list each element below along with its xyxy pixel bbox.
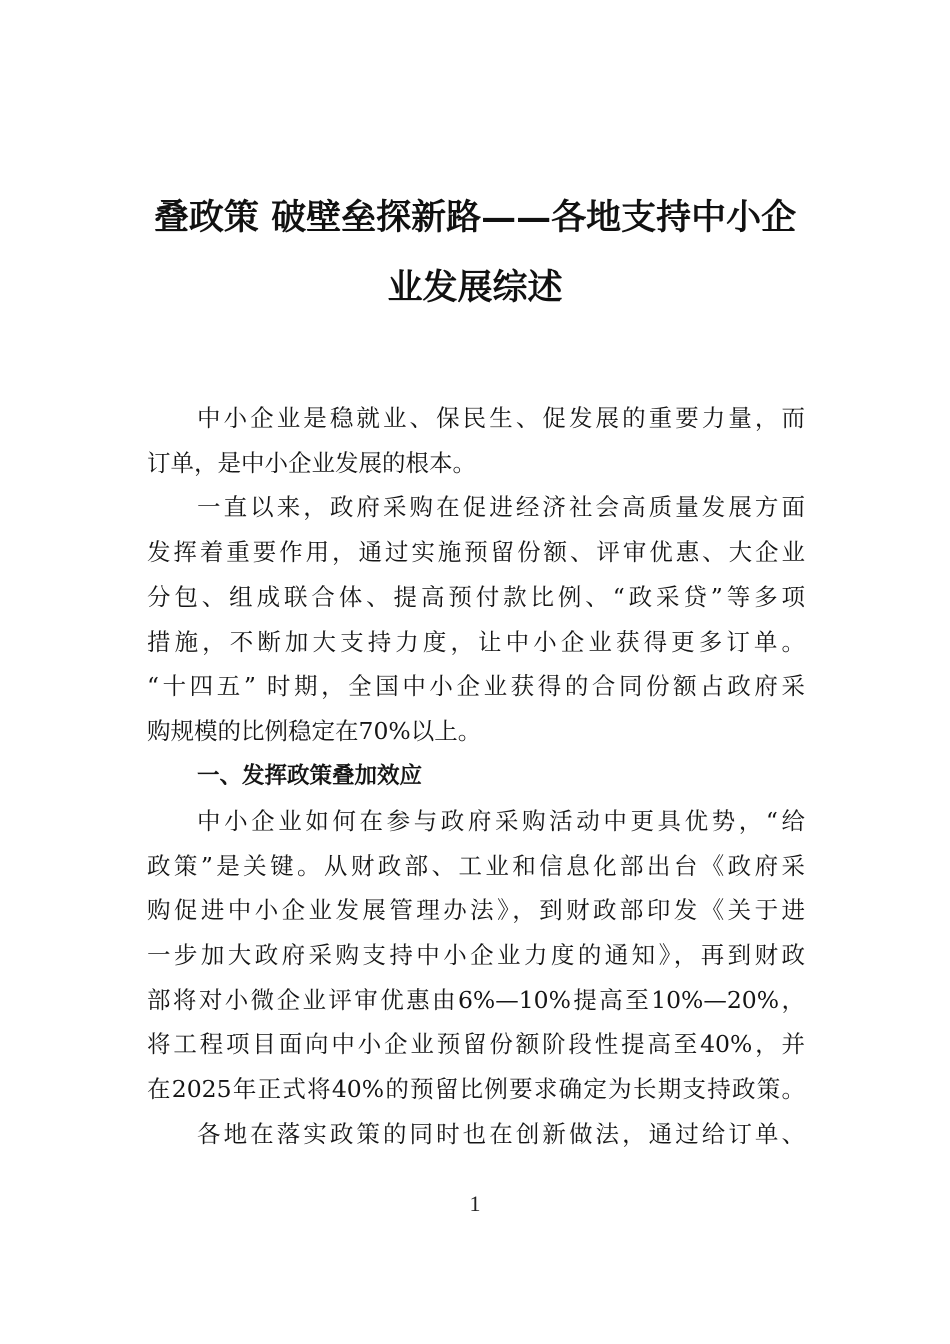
body-line: 购规模的比例稳定在70%以上。	[147, 717, 482, 745]
section-heading: 一、发挥政策叠加效应	[197, 763, 423, 789]
body-line: 发挥着重要作用，通过实施预留份额、评审优惠、大企业	[147, 538, 805, 566]
body-line: 部将对小微企业评审优惠由6%—10%提高至10%—20%，	[147, 986, 805, 1014]
body-line: 将工程项目面向中小企业预留份额阶段性提高至40%，并	[147, 1030, 805, 1058]
body-line: 订单，是中小企业发展的根本。	[147, 449, 476, 477]
document-title-line-1: 叠政策 破壁垒探新路——各地支持中小企	[153, 197, 797, 238]
body-line: 一步加大政府采购支持中小企业力度的通知》，再到财政	[147, 941, 805, 969]
body-line: 中小企业是稳就业、保民生、促发展的重要力量，而	[197, 404, 805, 432]
body-line: 在2025年正式将40%的预留比例要求确定为长期支持政策。	[147, 1075, 805, 1103]
body-line: 中小企业如何在参与政府采购活动中更具优势，“给	[197, 807, 805, 835]
document-title-line-2: 业发展综述	[387, 267, 563, 308]
body-line: “十四五” 时期，全国中小企业获得的合同份额占政府采	[147, 672, 805, 700]
body-line: 政策”是关键。从财政部、工业和信息化部出台《政府采	[147, 852, 805, 880]
body-line: 分包、组成联合体、提高预付款比例、“政采贷”等多项	[147, 583, 805, 611]
body-line: 措施，不断加大支持力度，让中小企业获得更多订单。	[147, 628, 805, 656]
body-line: 购促进中小企业发展管理办法》，到财政部印发《关于进	[147, 896, 805, 924]
page-number: 1	[469, 1191, 481, 1216]
body-line: 各地在落实政策的同时也在创新做法，通过给订单、	[197, 1120, 805, 1148]
body-line: 一直以来，政府采购在促进经济社会高质量发展方面	[197, 493, 805, 521]
